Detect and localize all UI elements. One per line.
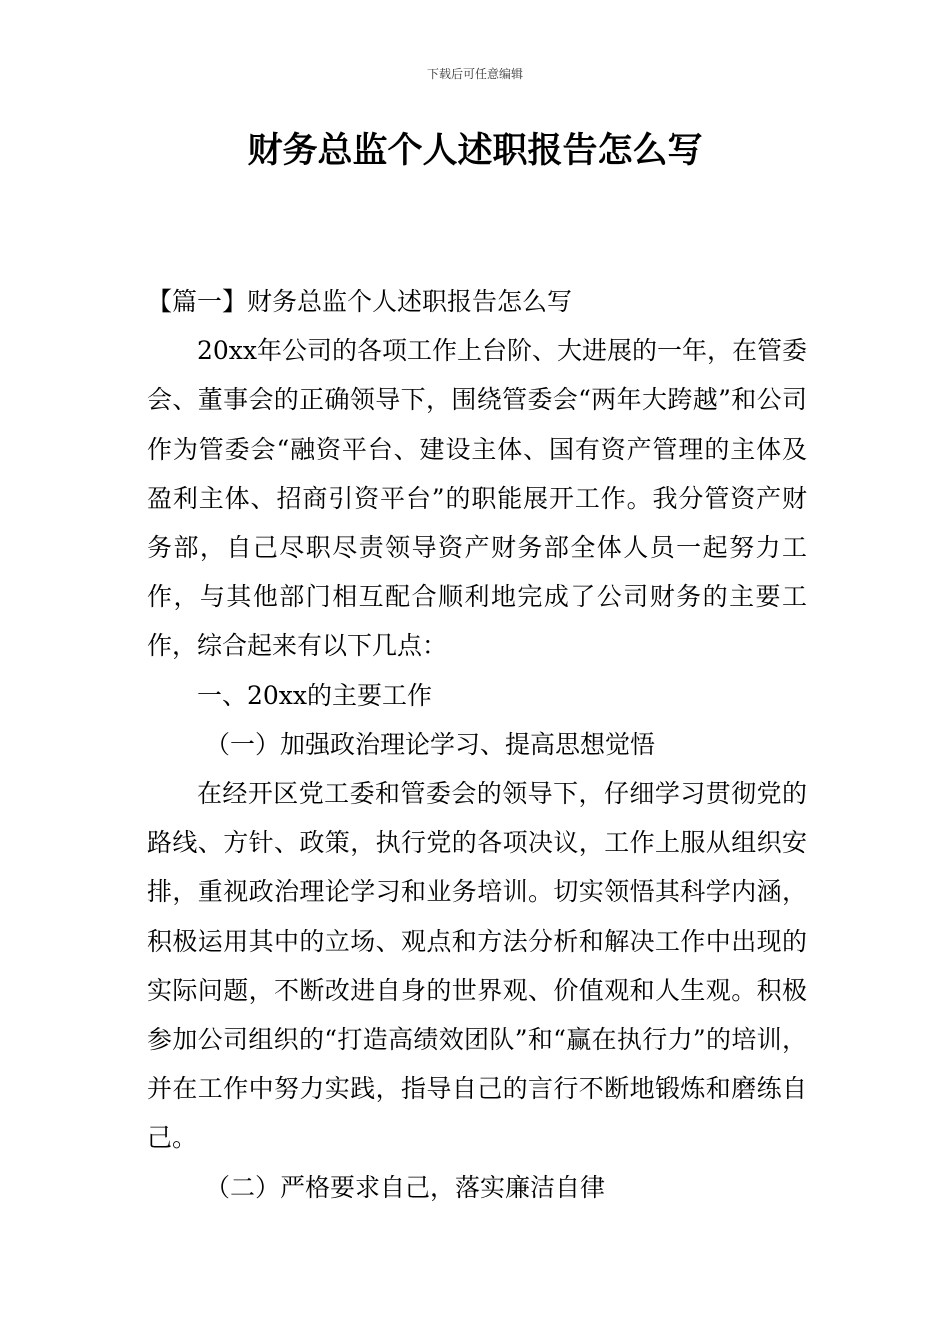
document-body — [147, 277, 807, 1212]
body-political-study: 在经开区党工委和管委会的领导下，仔细学习贯彻党的路线、方针、政策，执行党的各项决议，工作上服从组织安排，重视政治理论学习和业务培训。切实领悟其科学内涵，积极运用其中的立场、观点和方法分析和解决工作中出现的实际问题，不断改进自身的世界观、价值观和人生观。积极参加公司组织的“打造高绩效团队”和“赢在执行力”的培训，并在工作中努力实践，指导自己的言行不断地锻炼和磨练自己。 — [147, 779, 807, 1153]
subheading-political-study: （一）加强政治理论学习、提高思想觉悟 — [205, 729, 656, 759]
intro-paragraph: 20xx年公司的各项工作上台阶、大进展的一年，在管委会、董事会的正确领导下，围绕管委会“两年大跨越”和公司作为管委会“融资平台、建设主体、国有资产管理的主体及盈利主体、招商引资平台”的职能展开工作。我分管资产财务部，自己尽职尽责领导资产财务部全体人员一起努力工作，与其他部门相互配合顺利地完成了公司财务的主要工作，综合起来有以下几点： — [147, 336, 808, 661]
document-title: 财务总监个人述职报告怎么写 — [247, 131, 703, 171]
section-heading: 【篇一】财务总监个人述职报告怎么写 — [147, 287, 573, 316]
heading-main-work: 一、20xx的主要工作 — [197, 680, 433, 710]
header-note: 下载后可任意编辑 — [426, 67, 523, 81]
subheading-self-discipline: （二）严格要求自己，落实廉洁自律 — [205, 1172, 606, 1202]
